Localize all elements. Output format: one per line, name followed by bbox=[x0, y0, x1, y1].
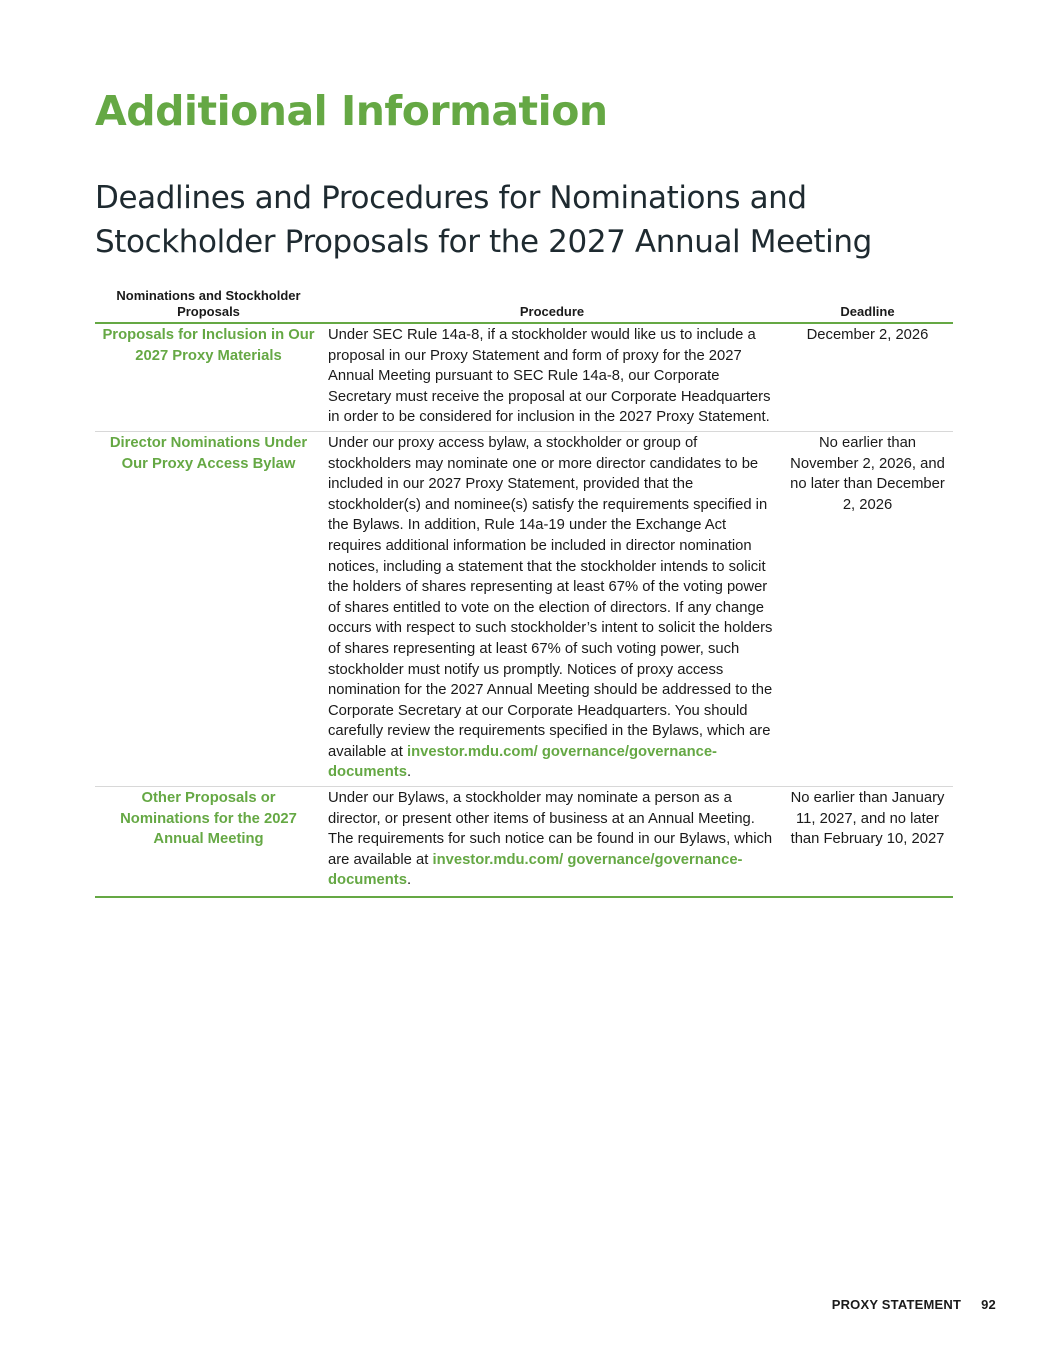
table-row bbox=[95, 431, 953, 786]
section-subtitle: Deadlines and Procedures for Nominations and Stockholder Proposals for the 2027 Annual Meeting bbox=[95, 180, 872, 260]
table-row bbox=[95, 787, 953, 897]
procedure-suffix: . bbox=[406, 764, 412, 781]
procedure-text: Under our proxy access bylaw, a stockholder or group of stockholders may nominate one or more director candidates to be included in our 2027 Proxy Statement, provided that the stockholder(s) and nominee(s) satisfy the requirements specified in the Bylaws. In addition, Rule 14a-19 under the Exchange Act requires additional information be included in director nomination notices, including a statement that the stockholder intends to solicit the holders of shares representing at least 67% of the voting power of shares entitled to vote on the election of directors. If any change occurs with respect to such stockholder’s intent to solicit the holders of shares representing at least 67% of such voting power, such stockholder must notify us promptly. Notices of proxy access nomination for the 2027 Annual Meeting should be addressed to the Corporate Secretary at our Corporate Headquarters. You should carefully review the requirements specified in the Bylaws, which are available at bbox=[328, 434, 773, 760]
row-procedure bbox=[322, 431, 782, 786]
header-deadline: Deadline bbox=[782, 288, 953, 323]
table-header-row bbox=[95, 288, 953, 323]
row-deadline: No earlier than January 11, 2027, and no later than February 10, 2027 bbox=[782, 787, 953, 897]
table-row bbox=[95, 323, 953, 431]
deadlines-table bbox=[95, 288, 953, 898]
procedure-text: Under SEC Rule 14a-8, if a stockholder would like us to include a proposal in our Proxy Statement and form of proxy for the 2027 Annual Meeting pursuant to SEC Rule 14a-8, our Corporate Secretary must receive the proposal at our Corporate Headquarters in order to be considered for inclusion in the 2027 Proxy Statement. bbox=[328, 327, 771, 426]
row-deadline: No earlier than November 2, 2026, and no later than December 2, 2026 bbox=[782, 431, 953, 786]
page-number: 92 bbox=[981, 1297, 996, 1312]
row-deadline: December 2, 2026 bbox=[782, 323, 953, 431]
row-category: Director Nominations Under Our Proxy Access Bylaw bbox=[95, 431, 322, 786]
row-category: Other Proposals or Nominations for the 2027 Annual Meeting bbox=[95, 787, 322, 897]
page-title: Additional Information bbox=[95, 87, 608, 135]
row-procedure bbox=[322, 787, 782, 897]
header-category: Nominations and Stockholder Proposals bbox=[95, 288, 322, 323]
procedure-suffix: . bbox=[406, 872, 412, 889]
row-category: Proposals for Inclusion in Our 2027 Proxy Materials bbox=[95, 323, 322, 431]
row-procedure bbox=[322, 323, 782, 431]
procedure-text: Under our Bylaws, a stockholder may nominate a person as a director, or present other items of business at an Annual Meeting. The requirements for such notice can be found in our Bylaws, which are available at bbox=[328, 790, 773, 868]
page-footer bbox=[832, 1297, 996, 1312]
governance-documents-link[interactable]: investor.mdu.com/ governance/governance-documents bbox=[328, 851, 743, 889]
header-procedure: Procedure bbox=[322, 288, 782, 323]
footer-label: PROXY STATEMENT bbox=[831, 1297, 962, 1312]
governance-documents-link[interactable]: investor.mdu.com/ governance/governance-documents bbox=[328, 743, 717, 781]
